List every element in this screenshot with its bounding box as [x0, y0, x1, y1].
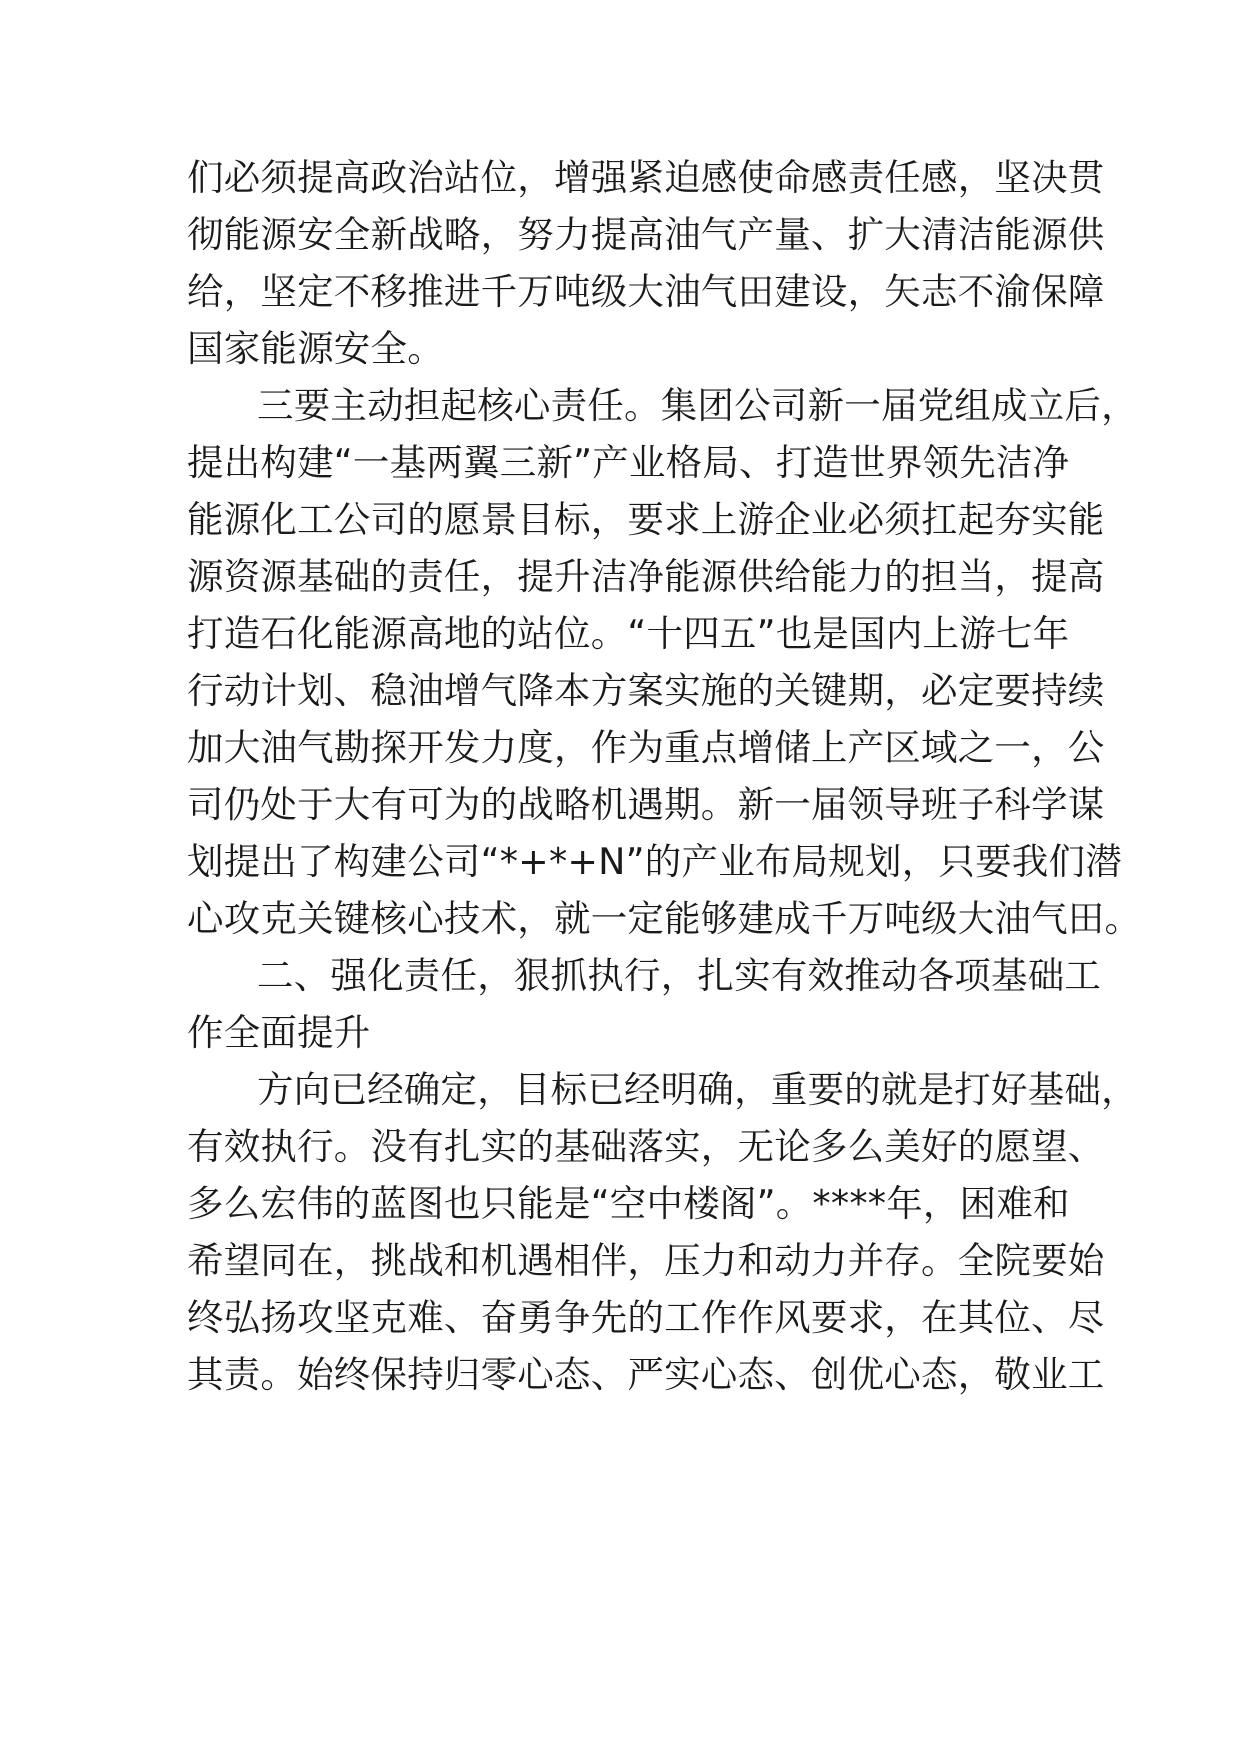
text-line: 国家能源安全。 [187, 327, 444, 370]
text-line: 们必须提高政治站位，增强紧迫感使命感责任感，坚决贯 [187, 156, 1105, 199]
text-line: 终弘扬攻坚克难、奋勇争先的工作作风要求，在其位、尽 [187, 1296, 1105, 1339]
section-heading: 二、强化责任，狠抓执行，扎实有效推动各项基础工 [257, 954, 1102, 997]
text-line: 有效执行。没有扎实的基础落实，无论多么美好的愿望、 [187, 1125, 1105, 1168]
text-line: 希望同在，挑战和机遇相伴，压力和动力并存。全院要始 [187, 1239, 1105, 1282]
text-line: 源资源基础的责任，提升洁净能源供给能力的担当，提高 [187, 555, 1105, 598]
text-line: 划提出了构建公司“*+*+N”的产业布局规划，只要我们潜 [187, 840, 1122, 883]
text-line: 司仍处于大有可为的战略机遇期。新一届领导班子科学谋 [187, 783, 1105, 826]
text-line: 心攻克关键核心技术，就一定能够建成千万吨级大油气田。 [187, 897, 1142, 940]
section-heading-continued: 作全面提升 [187, 1011, 371, 1054]
text-line: 给，坚定不移推进千万吨级大油气田建设，矢志不渝保障 [187, 270, 1105, 313]
text-line: 提出构建“一基两翼三新”产业格局、打造世界领先洁净 [187, 441, 1070, 484]
paragraph-first-line: 方向已经确定，目标已经明确，重要的就是打好基础， [257, 1068, 1138, 1111]
text-line: 加大油气勘探开发力度，作为重点增储上产区域之一，公 [187, 726, 1105, 769]
text-line: 彻能源安全新战略，努力提高油气产量、扩大清洁能源供 [187, 213, 1105, 256]
text-line: 其责。始终保持归零心态、严实心态、创优心态，敬业工 [187, 1353, 1105, 1396]
text-line: 行动计划、稳油增气降本方案实施的关键期，必定要持续 [187, 669, 1105, 712]
text-line: 打造石化能源高地的站位。“十四五”也是国内上游七年 [187, 612, 1070, 655]
text-line: 能源化工公司的愿景目标，要求上游企业必须扛起夯实能 [187, 498, 1105, 541]
paragraph-first-line: 三要主动担起核心责任。集团公司新一届党组成立后， [257, 384, 1138, 427]
text-line: 多么宏伟的蓝图也只能是“空中楼阁”。****年，困难和 [187, 1182, 1070, 1225]
